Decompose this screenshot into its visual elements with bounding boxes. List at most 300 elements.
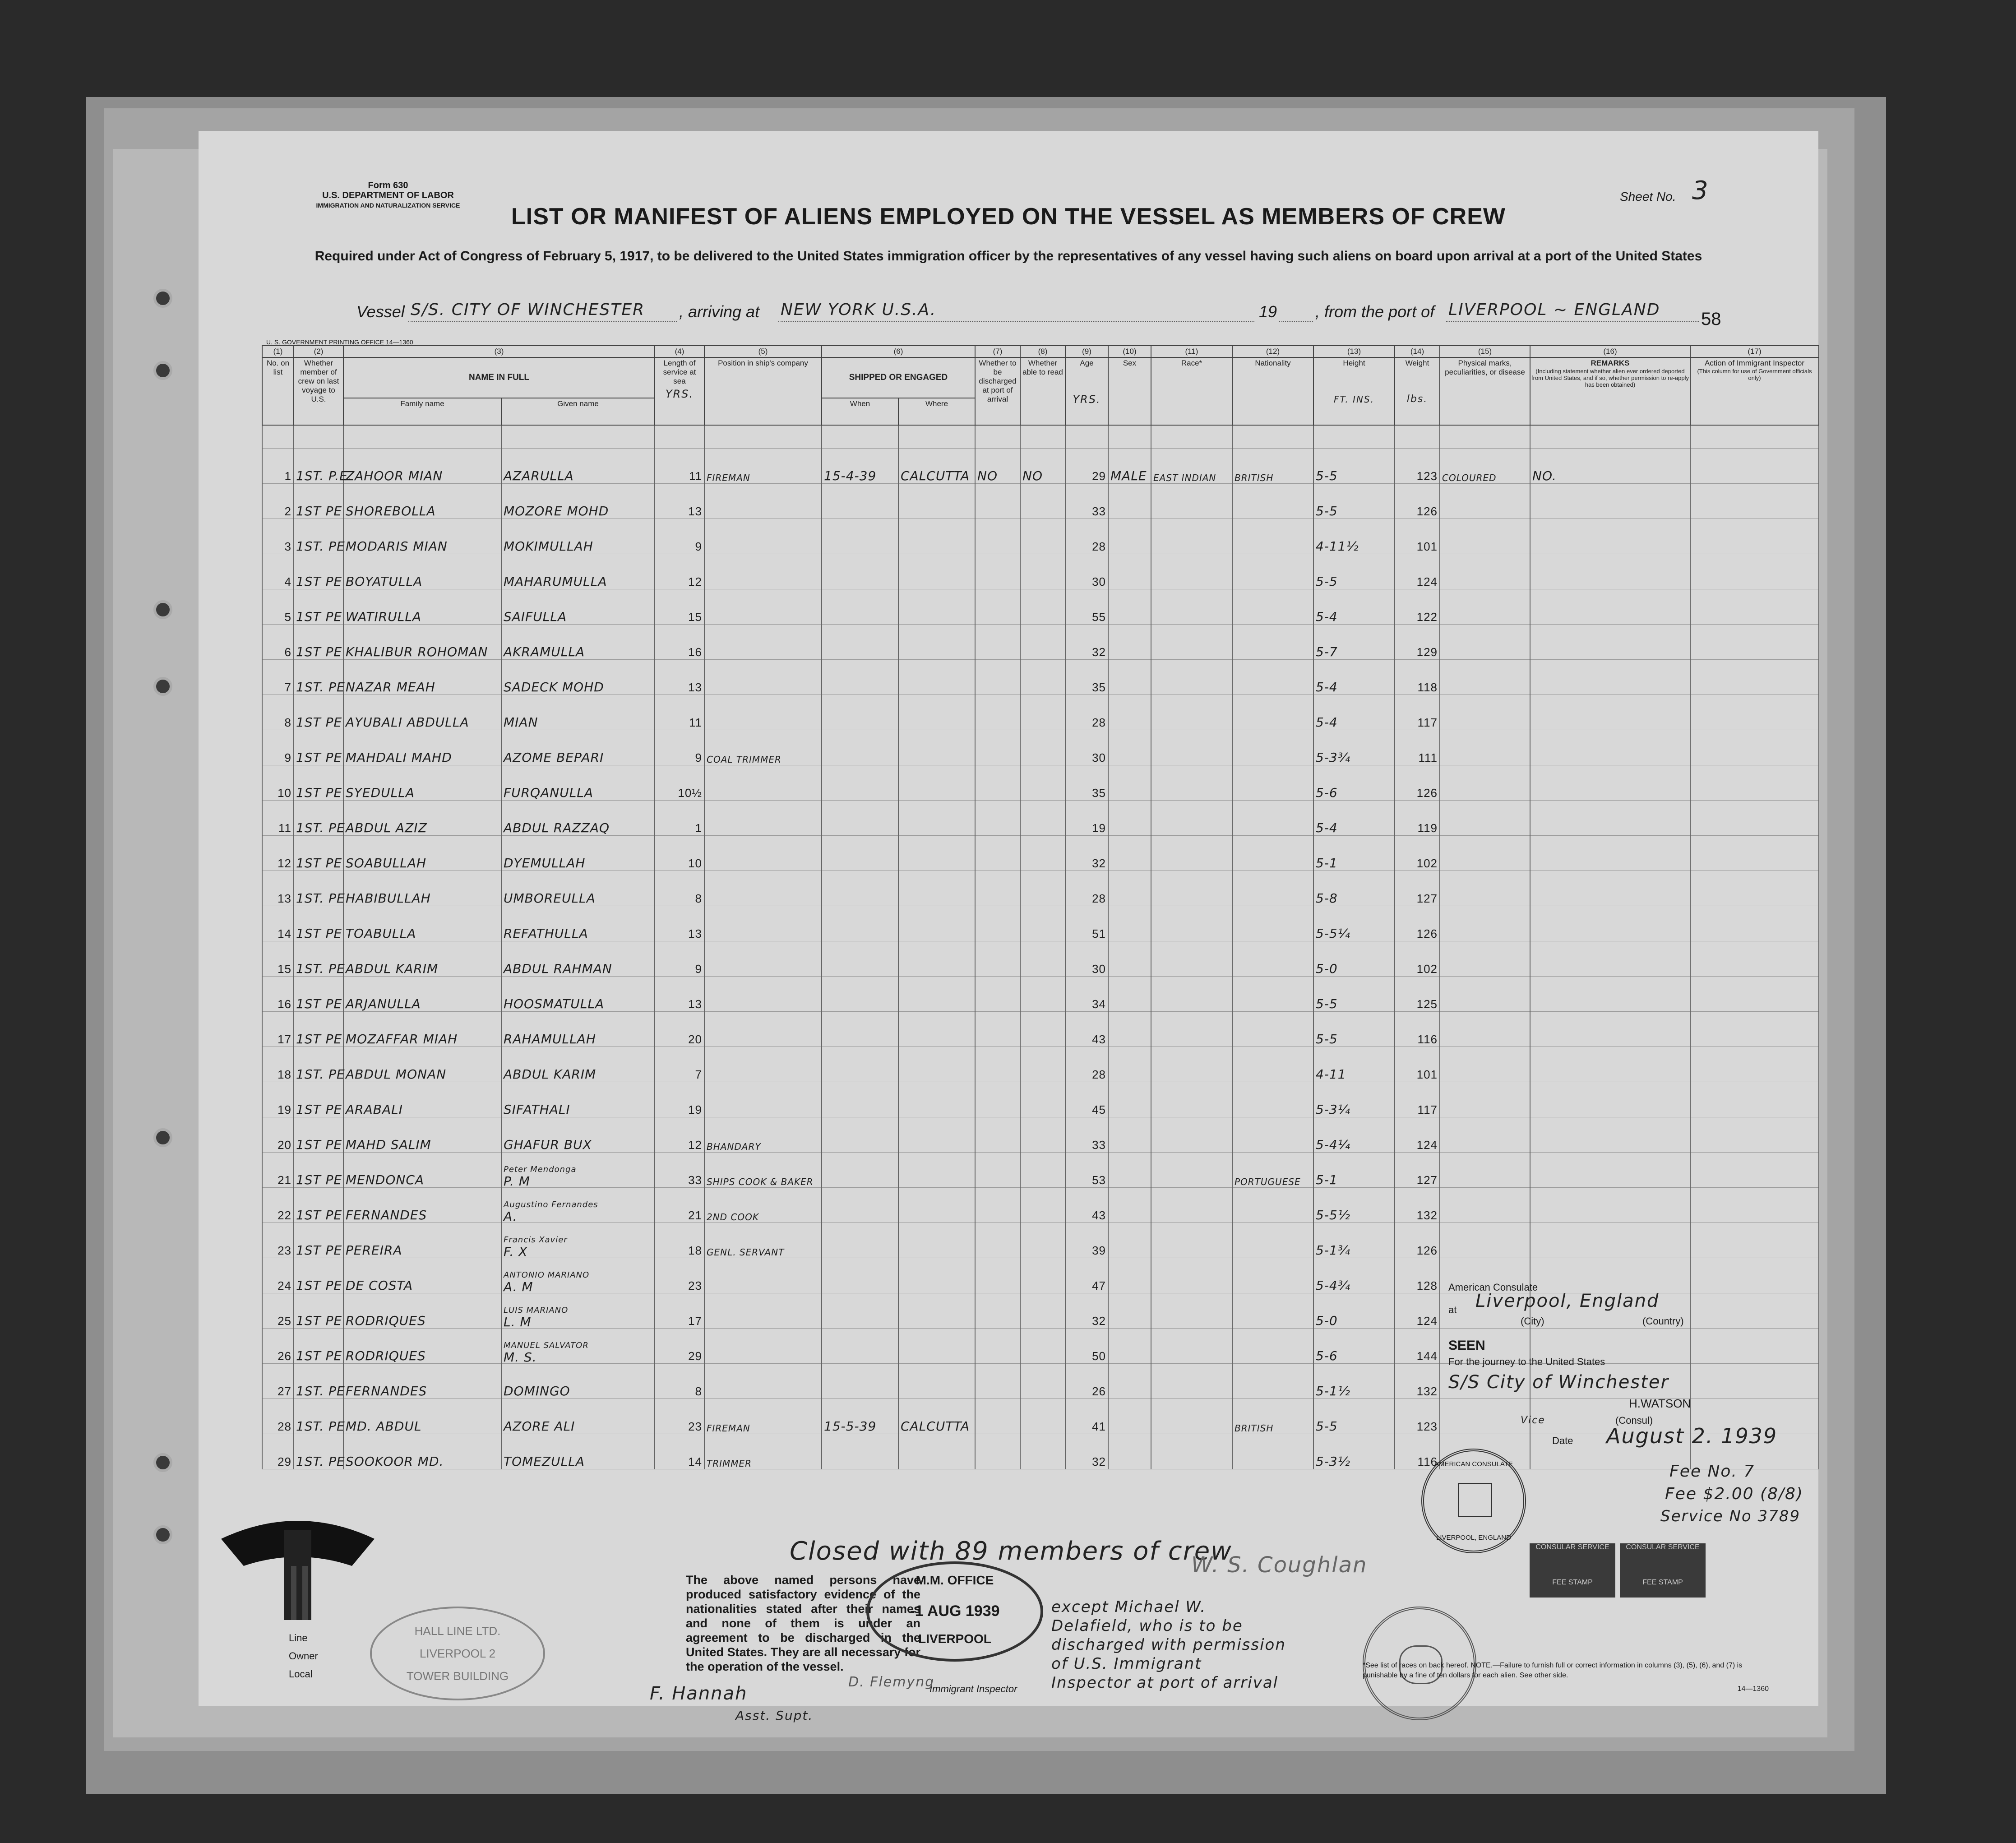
row-shipped-where [898,871,975,906]
row-able-to-read [1020,1153,1065,1188]
row-age: 34 [1065,977,1108,1012]
row-given-name: TOMEZULLA [501,1434,655,1469]
row-service: 23 [655,1258,704,1293]
col-weight-label: Weight [1405,359,1429,367]
row-age: 47 [1065,1258,1108,1293]
row-nationality [1232,660,1313,695]
row-race [1151,765,1232,801]
row-number: 13 [262,871,294,906]
row-marks [1440,906,1530,941]
row-nationality [1232,1434,1313,1469]
row-number: 23 [262,1223,294,1258]
row-shipped-where [898,977,975,1012]
row-height: 5-5¼ [1313,906,1395,941]
row-position [704,625,822,660]
row-family-name: HABIBULLAH [343,871,501,906]
row-discharged [975,765,1020,801]
col-2-number: (2) [294,346,343,357]
row-nationality [1232,1364,1313,1399]
row-age: 28 [1065,519,1108,554]
row-inspector-action [1690,589,1819,625]
row-service: 11 [655,695,704,730]
row-height: 5-8 [1313,871,1395,906]
row-marks [1440,730,1530,765]
row-remarks [1530,589,1690,625]
row-height: 5-5 [1313,1012,1395,1047]
row-given-initials: L. M [504,1315,532,1329]
mm-office-date: -1 AUG 1939 [910,1602,1000,1620]
row-number: 1 [262,449,294,484]
row-weight: 129 [1395,625,1440,660]
col-age-header [1065,357,1108,425]
row-voyage: 1ST PE [294,554,343,589]
row-service: 10 [655,836,704,871]
row-remarks [1530,695,1690,730]
row-voyage: 1ST. PE [294,1399,343,1434]
row-shipped-when [822,554,898,589]
table-row [262,695,1819,730]
row-weight: 102 [1395,941,1440,977]
row-family-name: SOOKOOR MD. [343,1434,501,1469]
row-age: 32 [1065,1434,1108,1469]
row-family-name: ZAHOOR MIAN [343,449,501,484]
row-family-name: WATIRULLA [343,589,501,625]
row-shipped-where [898,519,975,554]
row-service: 12 [655,1117,704,1153]
row-race [1151,1399,1232,1434]
table-row [262,519,1819,554]
row-height: 5-5 [1313,977,1395,1012]
row-number: 25 [262,1293,294,1329]
row-given-name: SAIFULLA [501,589,655,625]
row-able-to-read [1020,977,1065,1012]
row-age: 28 [1065,695,1108,730]
row-family-name: MAHDALI MAHD [343,730,501,765]
row-remarks [1530,765,1690,801]
col-12-number: (12) [1232,346,1313,357]
row-discharged [975,1364,1020,1399]
row-marks [1440,589,1530,625]
row-sex [1108,1047,1151,1082]
row-position [704,1329,822,1364]
row-service: 9 [655,519,704,554]
row-shipped-when [822,1188,898,1223]
row-able-to-read [1020,906,1065,941]
row-shipped-where [898,554,975,589]
row-height: 5-7 [1313,625,1395,660]
row-weight: 101 [1395,519,1440,554]
row-service: 13 [655,906,704,941]
row-weight: 126 [1395,765,1440,801]
row-height: 5-5 [1313,1399,1395,1434]
row-marks [1440,519,1530,554]
row-able-to-read [1020,1117,1065,1153]
row-height: 5-4 [1313,660,1395,695]
row-age: 35 [1065,765,1108,801]
row-sex [1108,1117,1151,1153]
row-family-name: ABDUL MONAN [343,1047,501,1082]
row-number: 8 [262,695,294,730]
col-nationality-header: Nationality [1232,357,1313,425]
row-number: 22 [262,1188,294,1223]
row-voyage: 1ST. PE [294,871,343,906]
row-shipped-where: CALCUTTA [898,1399,975,1434]
row-family-name: RODRIQUES [343,1329,501,1364]
row-given-name: HOOSMATULLA [501,977,655,1012]
mm-office-place: LIVERPOOL [918,1632,991,1646]
row-given-name: AZOME BEPARI [501,730,655,765]
row-discharged [975,941,1020,977]
row-service: 15 [655,589,704,625]
col-15-number: (15) [1440,346,1530,357]
row-sex [1108,1188,1151,1223]
row-position [704,589,822,625]
consul-name: H.WATSON [1629,1397,1691,1410]
row-sex [1108,484,1151,519]
row-age: 28 [1065,1047,1108,1082]
row-number: 4 [262,554,294,589]
row-family-name: NAZAR MEAH [343,660,501,695]
row-marks [1440,941,1530,977]
row-inspector-action [1690,730,1819,765]
row-service: 8 [655,871,704,906]
row-discharged [975,519,1020,554]
col-sex-header: Sex [1108,357,1151,425]
row-inspector-action [1690,519,1819,554]
row-given-name [501,1293,655,1329]
row-race [1151,1117,1232,1153]
col-given-header: Given name [501,398,655,425]
row-age: 19 [1065,801,1108,836]
fee-stamp-text: FEE STAMP [1552,1579,1593,1586]
row-voyage: 1ST. PE [294,941,343,977]
row-nationality [1232,589,1313,625]
binder-hole [153,677,172,696]
row-discharged [975,589,1020,625]
row-shipped-when [822,1047,898,1082]
row-age: 33 [1065,484,1108,519]
row-position: 2ND COOK [704,1188,822,1223]
row-marks [1440,1082,1530,1117]
row-weight: 127 [1395,1153,1440,1188]
row-shipped-where [898,1293,975,1329]
hall-line-stamp [370,1607,545,1700]
row-sex [1108,906,1151,941]
year-label: 19 [1259,302,1277,321]
row-race [1151,1012,1232,1047]
row-shipped-where [898,589,975,625]
row-height: 5-0 [1313,1293,1395,1329]
row-race [1151,1434,1232,1469]
row-given-name-full: Francis Xavier [504,1235,568,1245]
row-nationality [1232,941,1313,977]
row-family-name: FERNANDES [343,1364,501,1399]
row-number: 16 [262,977,294,1012]
line-owner-labels [289,1629,318,1683]
row-remarks [1530,801,1690,836]
row-family-name: AYUBALI ABDULLA [343,695,501,730]
row-able-to-read [1020,765,1065,801]
row-position [704,906,822,941]
inspector-note: except Michael W. Delafield, who is to be discharged with permission of U.S. Immigrant Inspector at port of arrival [1051,1598,1286,1692]
row-family-name: TOABULLA [343,906,501,941]
row-able-to-read [1020,730,1065,765]
row-sex [1108,589,1151,625]
row-number: 19 [262,1082,294,1117]
row-able-to-read [1020,1047,1065,1082]
col-3-number: (3) [343,346,655,357]
row-sex [1108,1223,1151,1258]
row-service: 7 [655,1047,704,1082]
row-shipped-where [898,765,975,801]
row-age: 53 [1065,1153,1108,1188]
row-age: 32 [1065,836,1108,871]
row-given-name-full: LUIS MARIANO [504,1306,569,1315]
row-number: 12 [262,836,294,871]
row-race [1151,871,1232,906]
row-age: 30 [1065,554,1108,589]
row-able-to-read [1020,1188,1065,1223]
binder-hole [153,1453,172,1472]
country-label: (Country) [1642,1315,1684,1327]
row-remarks [1530,1153,1690,1188]
vessel-name: S/S. CITY OF WINCHESTER [411,301,645,319]
row-given-name: SADECK MOHD [501,660,655,695]
row-discharged [975,801,1020,836]
vessel-line [356,302,1800,329]
table-row [262,554,1819,589]
row-race [1151,554,1232,589]
row-marks [1440,660,1530,695]
row-service: 21 [655,1188,704,1223]
col-remarks-header [1530,357,1690,425]
row-given-name: ABDUL RAHMAN [501,941,655,977]
row-race [1151,1188,1232,1223]
table-row [262,484,1819,519]
row-nationality [1232,1258,1313,1293]
row-family-name: RODRIQUES [343,1293,501,1329]
row-sex [1108,836,1151,871]
table-row [262,941,1819,977]
line-stamp-text: TOWER BUILDING [406,1669,509,1683]
row-number: 27 [262,1364,294,1399]
col-height-unit: FT. INS. [1334,394,1374,405]
consulate-seal-text: AMERICAN CONSULATE [1434,1460,1513,1468]
row-weight: 132 [1395,1188,1440,1223]
row-given-name-full: Augustino Fernandes [504,1200,598,1209]
row-nationality [1232,1293,1313,1329]
row-nationality [1232,554,1313,589]
col-16-number: (16) [1530,346,1690,357]
row-remarks [1530,554,1690,589]
row-sex [1108,695,1151,730]
row-nationality: BRITISH [1232,449,1313,484]
row-shipped-where [898,1364,975,1399]
row-family-name: SOABULLAH [343,836,501,871]
row-given-name: ABDUL RAZZAQ [501,801,655,836]
row-remarks [1530,660,1690,695]
row-able-to-read [1020,484,1065,519]
row-weight: 124 [1395,1117,1440,1153]
row-able-to-read [1020,871,1065,906]
col-service-unit: YRS. [665,388,694,400]
row-given-name: FURQANULLA [501,765,655,801]
table-row [262,1153,1819,1188]
footnote [1363,1661,1769,1694]
row-sex [1108,1364,1151,1399]
row-marks [1440,484,1530,519]
row-discharged [975,1223,1020,1258]
row-height: 5-3¼ [1313,1082,1395,1117]
row-given-name [501,1153,655,1188]
row-nationality [1232,1047,1313,1082]
row-position: FIREMAN [704,1399,822,1434]
row-height: 5-3¾ [1313,730,1395,765]
row-sex [1108,1293,1151,1329]
row-shipped-when [822,801,898,836]
row-race: EAST INDIAN [1151,449,1232,484]
row-shipped-when [822,836,898,871]
col-no-header: No. on list [262,357,294,425]
col-age-unit: YRS. [1073,393,1101,406]
row-race [1151,1329,1232,1364]
row-shipped-where [898,625,975,660]
row-shipped-when [822,519,898,554]
col-read-header: Whether able to read [1020,357,1065,425]
row-shipped-when [822,1117,898,1153]
row-position [704,660,822,695]
row-discharged [975,871,1020,906]
row-position [704,836,822,871]
table-row [262,836,1819,871]
row-service: 19 [655,1082,704,1117]
row-given-name: AKRAMULLA [501,625,655,660]
row-given-name [501,1223,655,1258]
from-label: , from the port of [1315,302,1435,321]
row-marks [1440,1223,1530,1258]
row-voyage: 1ST PE [294,484,343,519]
row-number: 26 [262,1329,294,1364]
row-inspector-action [1690,1082,1819,1117]
column-number-row [262,346,1819,357]
row-inspector-action [1690,977,1819,1012]
inspector-label: Immigrant Inspector [929,1683,1017,1695]
row-position [704,1082,822,1117]
row-number: 9 [262,730,294,765]
row-service: 16 [655,625,704,660]
row-service: 8 [655,1364,704,1399]
row-shipped-when [822,1258,898,1293]
consul-label: (Consul) [1615,1415,1653,1426]
row-age: 32 [1065,625,1108,660]
row-discharged [975,695,1020,730]
table-row [262,449,1819,484]
row-able-to-read [1020,589,1065,625]
row-weight: 126 [1395,1223,1440,1258]
owner-declaration: The above named persons have produced satisfactory evidence of the nationalities stated after their names and none of them is under an agreement to be discharged in the United States. They are all necessary for the operation of the vessel. [686,1573,920,1673]
row-shipped-where [898,1153,975,1188]
row-given-name: MAHARUMULLA [501,554,655,589]
row-service: 13 [655,484,704,519]
row-weight: 117 [1395,1082,1440,1117]
row-race [1151,519,1232,554]
row-shipped-where [898,484,975,519]
row-given-initials: F. X [504,1244,528,1259]
row-age: 43 [1065,1188,1108,1223]
row-nationality [1232,1082,1313,1117]
row-discharged [975,1047,1020,1082]
fee-stamps [1530,1534,1710,1602]
owner-label: Owner [289,1650,318,1662]
col-discharged-header: Whether to be discharged at port of arrival [975,357,1020,425]
row-inspector-action [1690,449,1819,484]
row-sex [1108,1399,1151,1434]
col-action-sub: (This column for use of Government officials only) [1697,368,1812,381]
row-given-name [501,1258,655,1293]
row-given-name: DYEMULLAH [501,836,655,871]
row-race [1151,801,1232,836]
row-shipped-where [898,1223,975,1258]
row-discharged [975,1329,1020,1364]
row-age: 32 [1065,1293,1108,1329]
col-family-header: Family name [343,398,501,425]
date-label: Date [1552,1435,1573,1446]
row-height: 5-4 [1313,695,1395,730]
table-row [262,801,1819,836]
row-shipped-when: 15-5-39 [822,1399,898,1434]
row-number: 14 [262,906,294,941]
row-nationality [1232,836,1313,871]
table-row [262,625,1819,660]
row-sex [1108,1329,1151,1364]
row-height: 5-4¾ [1313,1258,1395,1293]
row-shipped-when [822,1293,898,1329]
row-weight: 126 [1395,484,1440,519]
col-1-number: (1) [262,346,294,357]
table-row [262,589,1819,625]
fee-number: Fee No. 7 [1669,1462,1755,1481]
row-shipped-when [822,1223,898,1258]
row-voyage: 1ST. PE [294,1434,343,1469]
row-weight: 101 [1395,1047,1440,1082]
row-position [704,554,822,589]
row-nationality [1232,730,1313,765]
row-weight: 128 [1395,1258,1440,1293]
col-11-number: (11) [1151,346,1232,357]
row-inspector-action [1690,695,1819,730]
row-race [1151,836,1232,871]
row-discharged [975,625,1020,660]
row-service: 9 [655,941,704,977]
row-number: 15 [262,941,294,977]
printing-office: U. S. GOVERNMENT PRINTING OFFICE 14—1360 [266,338,413,346]
col-14-number: (14) [1395,346,1440,357]
row-shipped-where [898,1012,975,1047]
row-weight: 144 [1395,1329,1440,1364]
row-nationality [1232,871,1313,906]
row-age: 33 [1065,1117,1108,1153]
arriving-port: NEW YORK U.S.A. [781,301,937,319]
row-inspector-action [1690,1188,1819,1223]
row-voyage: 1ST. PE [294,801,343,836]
row-shipped-where [898,801,975,836]
row-age: 51 [1065,906,1108,941]
row-voyage: 1ST PE [294,1293,343,1329]
vessel-label: Vessel [356,302,405,321]
row-age: 43 [1065,1012,1108,1047]
row-family-name: KHALIBUR ROHOMAN [343,625,501,660]
row-position [704,1258,822,1293]
